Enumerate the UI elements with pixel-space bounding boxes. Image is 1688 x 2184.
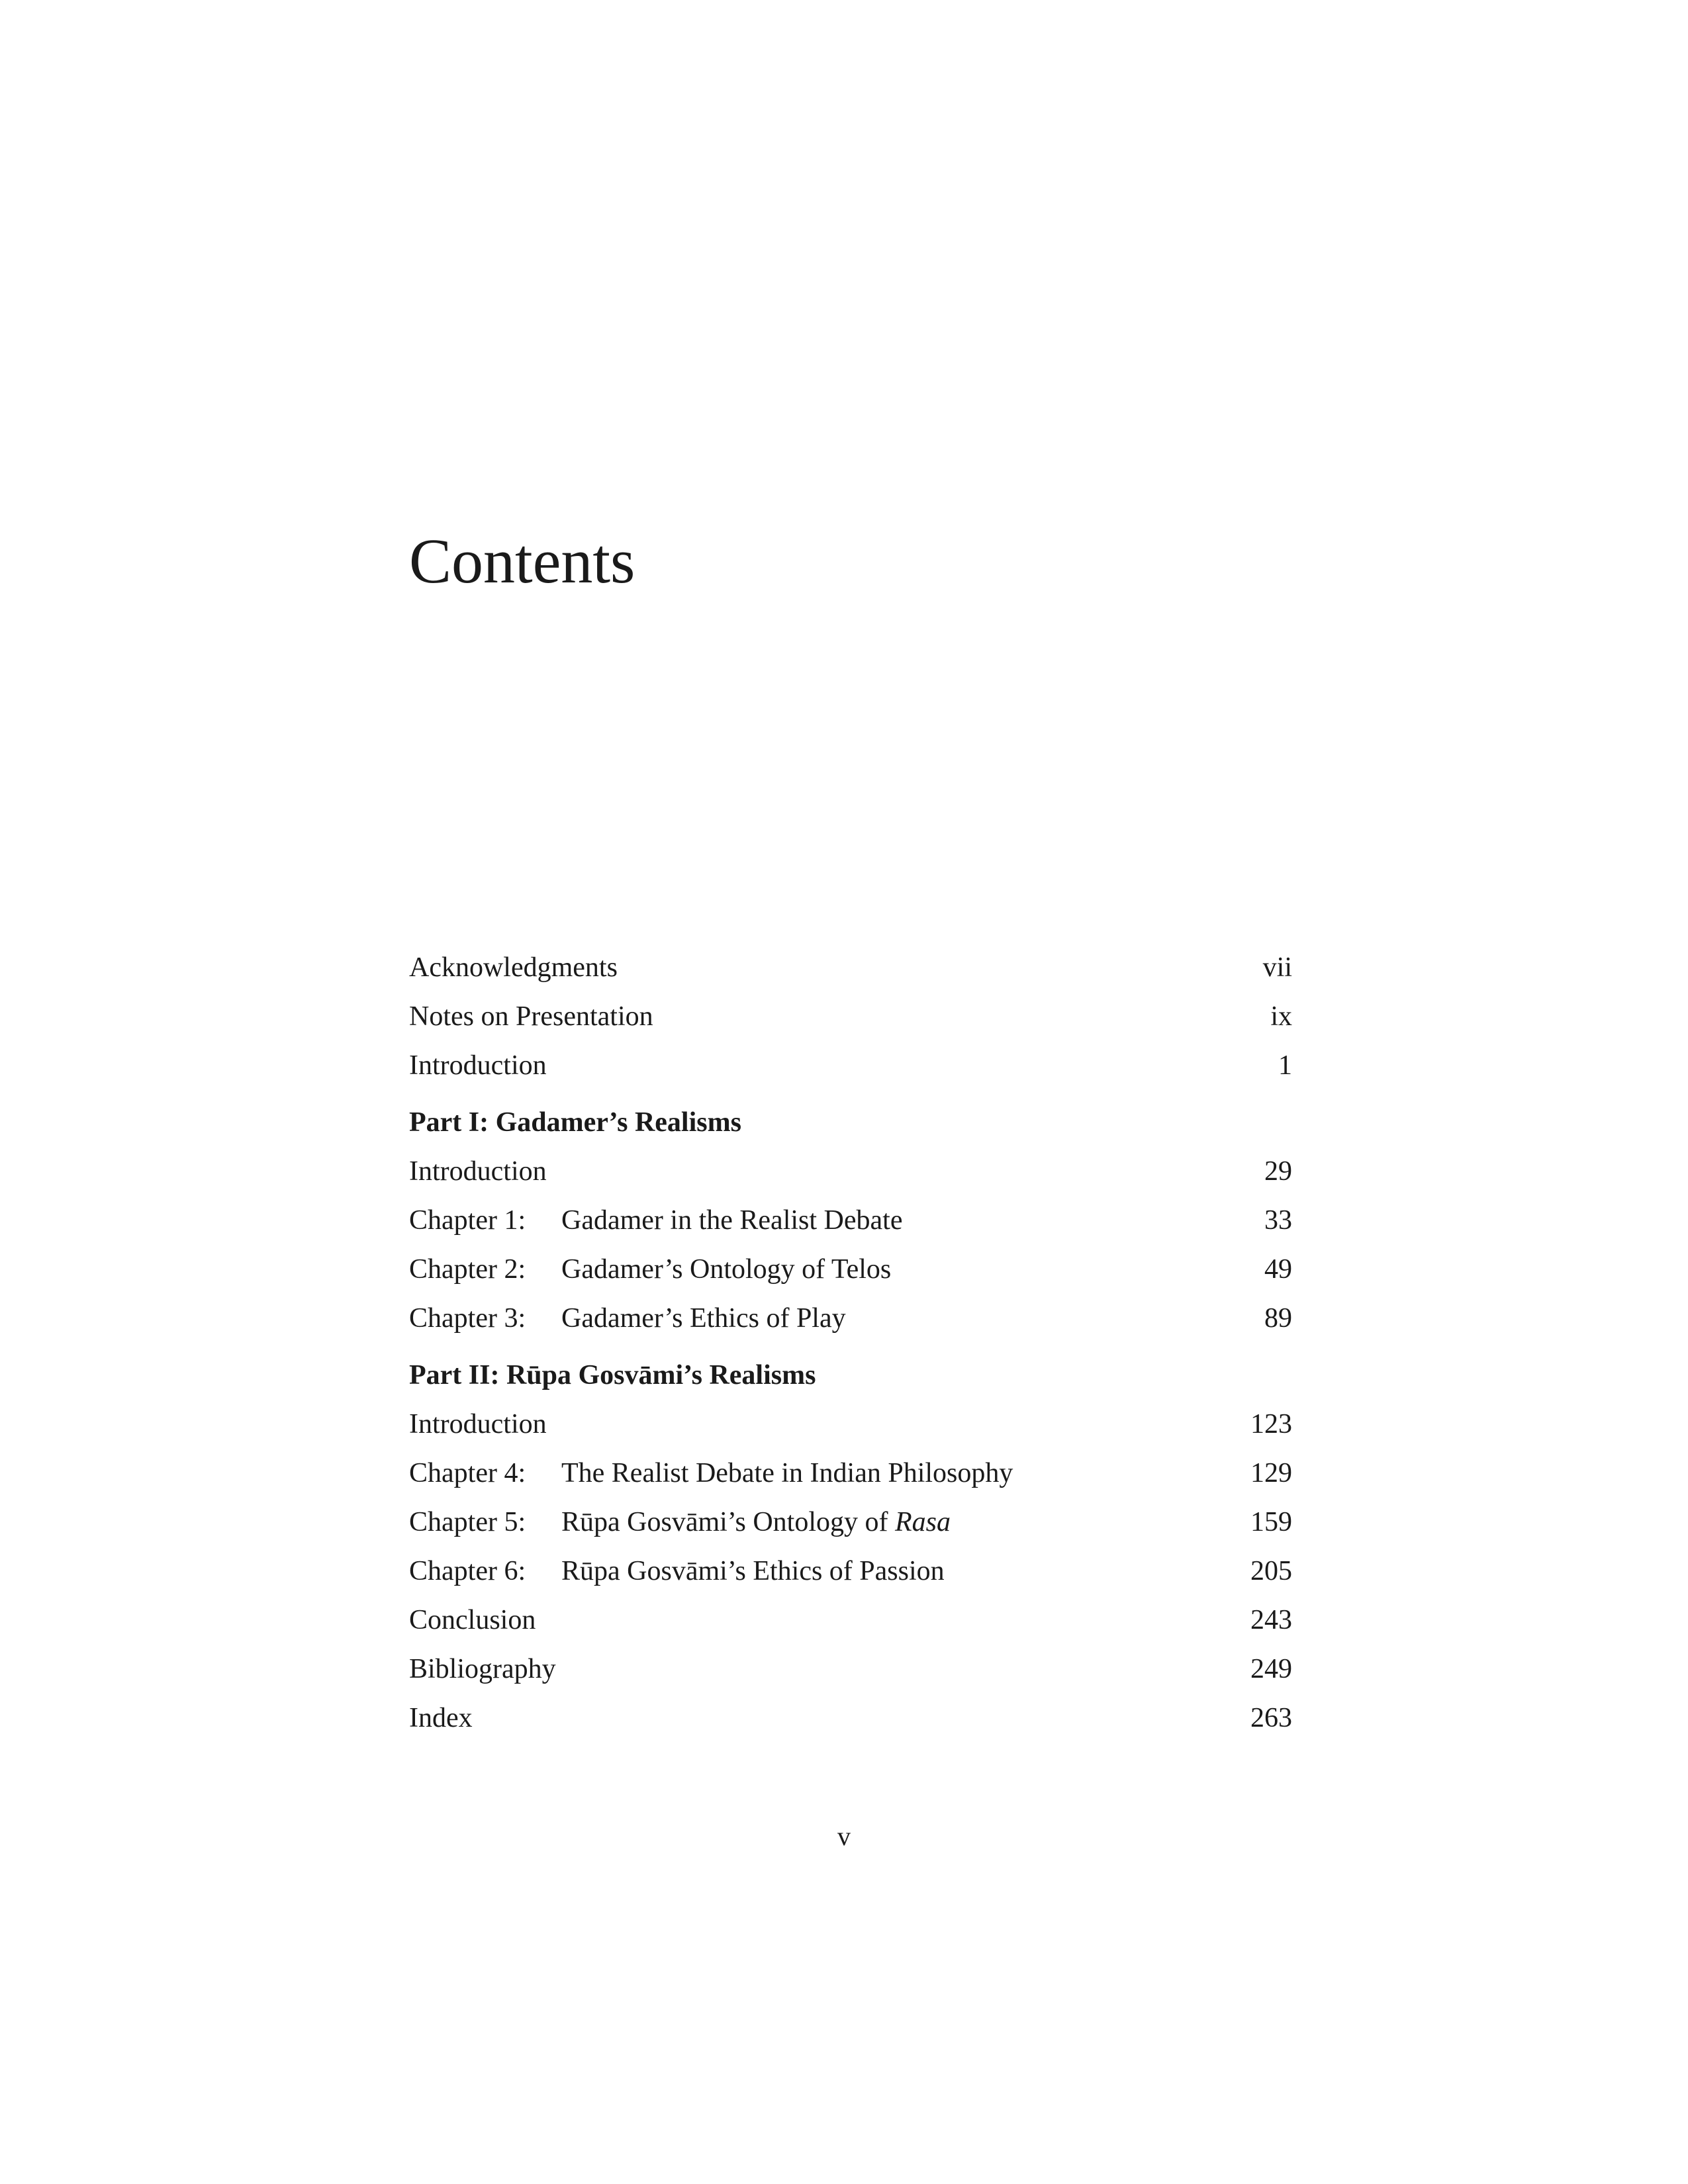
page-number: v (837, 1821, 851, 1851)
toc-entry-page: 243 (1250, 1605, 1292, 1635)
toc-entry-label: Introduction (409, 1156, 547, 1187)
part-2-heading: Part II: Rūpa Gosvāmi’s Realisms (409, 1360, 816, 1390)
chapter-number: Chapter 3: (409, 1303, 526, 1334)
chapter-number: Chapter 2: (409, 1254, 526, 1285)
toc-entry-chapter-5[interactable] (409, 1498, 1292, 1547)
chapter-title-italic: Rasa (894, 1507, 951, 1537)
chapter-number: Chapter 4: (409, 1458, 526, 1488)
toc-entry-index[interactable] (409, 1694, 1292, 1743)
toc-entry-label: Acknowledgments (409, 952, 618, 983)
toc-entry-part-2-introduction[interactable] (409, 1400, 1292, 1449)
chapter-title: Gadamer’s Ethics of Play (561, 1303, 846, 1334)
toc-entry-chapter-1[interactable] (409, 1196, 1292, 1245)
toc-entry-page: 29 (1264, 1156, 1292, 1187)
part-1-heading: Part I: Gadamer’s Realisms (409, 1107, 741, 1138)
chapter-number: Chapter 1: (409, 1205, 526, 1236)
toc-entry-chapter-6[interactable] (409, 1547, 1292, 1596)
toc-entry-label: Bibliography (409, 1654, 556, 1684)
toc-entry-label: Index (409, 1703, 473, 1733)
page-title: Contents (409, 525, 635, 596)
toc-entry-page: 89 (1264, 1303, 1292, 1334)
toc-entry-page: 205 (1250, 1556, 1292, 1586)
toc-entry-page: vii (1262, 952, 1292, 983)
toc-entry-page: 263 (1250, 1703, 1292, 1733)
toc-entry-page: ix (1270, 1001, 1292, 1032)
toc-entry-chapter-4[interactable] (409, 1449, 1292, 1498)
toc-entry-introduction[interactable] (409, 1041, 1292, 1090)
toc-entry-chapter-2[interactable] (409, 1245, 1292, 1294)
toc-entry-label: Conclusion (409, 1605, 536, 1635)
chapter-number: Chapter 5: (409, 1507, 526, 1537)
toc-entry-chapter-3[interactable] (409, 1294, 1292, 1343)
chapter-title: Gadamer’s Ontology of Telos (561, 1254, 892, 1285)
toc-entry-label: Notes on Presentation (409, 1001, 653, 1032)
toc-entry-notes-on-presentation[interactable] (409, 992, 1292, 1041)
toc-entry-page: 123 (1250, 1409, 1292, 1439)
chapter-title: Rūpa Gosvāmi’s Ethics of Passion (561, 1556, 945, 1586)
chapter-title: The Realist Debate in Indian Philosophy (561, 1458, 1013, 1488)
chapter-title (561, 1498, 951, 1547)
toc-entry-conclusion[interactable] (409, 1596, 1292, 1645)
toc-entry-label: Introduction (409, 1050, 547, 1081)
toc-entry-acknowledgments[interactable] (409, 943, 1292, 992)
toc-entry-part-1-introduction[interactable] (409, 1147, 1292, 1196)
toc-entry-page: 159 (1250, 1507, 1292, 1537)
toc-entry-page: 49 (1264, 1254, 1292, 1285)
toc-entry-page: 1 (1278, 1050, 1292, 1081)
table-of-contents (409, 943, 1292, 1743)
toc-entry-page: 249 (1250, 1654, 1292, 1684)
chapter-title-text: Rūpa Gosvāmi’s Ontology of (561, 1507, 895, 1537)
chapter-title: Gadamer in the Realist Debate (561, 1205, 903, 1236)
toc-entry-page: 33 (1264, 1205, 1292, 1236)
toc-entry-bibliography[interactable] (409, 1645, 1292, 1694)
toc-entry-page: 129 (1250, 1458, 1292, 1488)
toc-entry-label: Introduction (409, 1409, 547, 1439)
chapter-number: Chapter 6: (409, 1556, 526, 1586)
